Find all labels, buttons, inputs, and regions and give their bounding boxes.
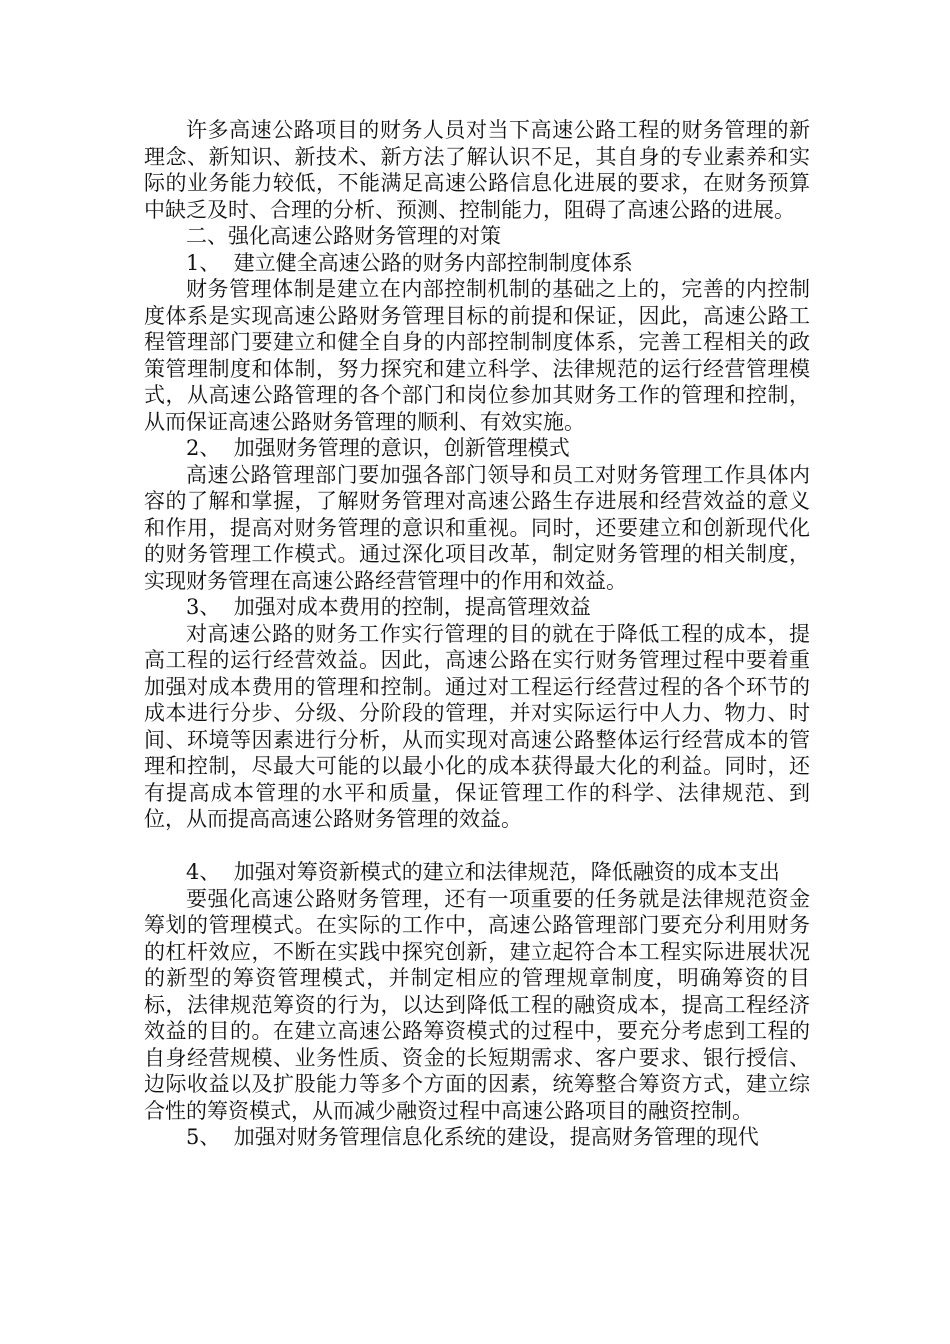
- document-page: [144, 117, 810, 1151]
- paragraph-talent-shortage: 许多高速公路项目的财务人员对当下高速公路工程的财务管理的新理念、新知识、新技术、新方法了解认识不足，其自身的专业素养和实际的业务能力较低，不能满足高速公路信息化进展的要求，在财务预算中缺乏及时、合理的分析、预测、控制能力，阻碍了高速公路的进展。: [144, 118, 810, 222]
- subheading-informatization: 5、 加强对财务管理信息化系统的建设，提高财务管理的现代: [186, 1125, 759, 1149]
- paragraph-management-awareness: 高速公路管理部门要加强各部门领导和员工对财务管理工作具体内容的了解和掌握，了解财务管理对高速公路生存进展和经营效益的意义和作用，提高对财务管理的意识和重视。同时，还要建立和创新现代化的财务管理工作模式。通过深化项目改革，制定财务管理的相关制度，实现财务管理在高速公路经营管理中的作用和效益。: [144, 462, 810, 593]
- paragraph-cost-control: 对高速公路的财务工作实行管理的目的就在于降低工程的成本，提高工程的运行经营效益。因此，高速公路在实行财务管理过程中要着重加强对成本费用的管理和控制。通过对工程运行经营过程的各个环节的成本进行分步、分级、分阶段的管理，并对实际运行中人力、物力、时间、环境等因素进行分析，从而实现对高速公路整体运行经营成本的管理和控制，尽最大可能的以最小化的成本获得最大化的利益。同时，还有提高成本管理的水平和质量，保证管理工作的科学、法律规范、到位，从而提高高速公路财务管理的效益。: [144, 621, 810, 831]
- subheading-cost-control: 3、 加强对成本费用的控制，提高管理效益: [186, 595, 591, 619]
- section-heading-countermeasures: 二、强化高速公路财务管理的对策: [186, 224, 501, 248]
- paragraph-financing-model: 要强化高速公路财务管理，还有一项重要的任务就是法律规范资金筹划的管理模式。在实际的工作中，高速公路管理部门要充分利用财务的杠杆效应，不断在实践中探究创新，建立起符合本工程实际进展状况的新型的筹资管理模式，并制定相应的管理规章制度，明确筹资的目标，法律规范筹资的行为，以达到降低工程的融资成本，提高工程经济效益的目的。在建立高速公路筹资模式的过程中，要充分考虑到工程的自身经营规模、业务性质、资金的长短期需求、客户要求、银行授信、边际收益以及扩股能力等多个方面的因素，统筹整合筹资方式，建立综合性的筹资模式，从而减少融资过程中高速公路项目的融资控制。: [144, 886, 810, 1123]
- subheading-internal-control: 1、 建立健全高速公路的财务内部控制制度体系: [186, 250, 633, 275]
- paragraph-internal-control: 财务管理体制是建立在内部控制机制的基础之上的，完善的内控制度体系是实现高速公路财务管理目标的前提和保证，因此，高速公路工程管理部门要建立和健全自身的内部控制制度体系，完善工程相关的政策管理制度和体制，努力探究和建立科学、法律规范的运行经营管理模式，从高速公路管理的各个部门和岗位参加其财务工作的管理和控制，从而保证高速公路财务管理的顺利、有效实施。: [144, 277, 810, 434]
- subheading-management-awareness: 2、 加强财务管理的意识，创新管理模式: [186, 436, 570, 460]
- blank-line: [144, 833, 810, 860]
- subheading-financing-model: 4、 加强对筹资新模式的建立和法律规范，降低融资的成本支出: [186, 860, 780, 884]
